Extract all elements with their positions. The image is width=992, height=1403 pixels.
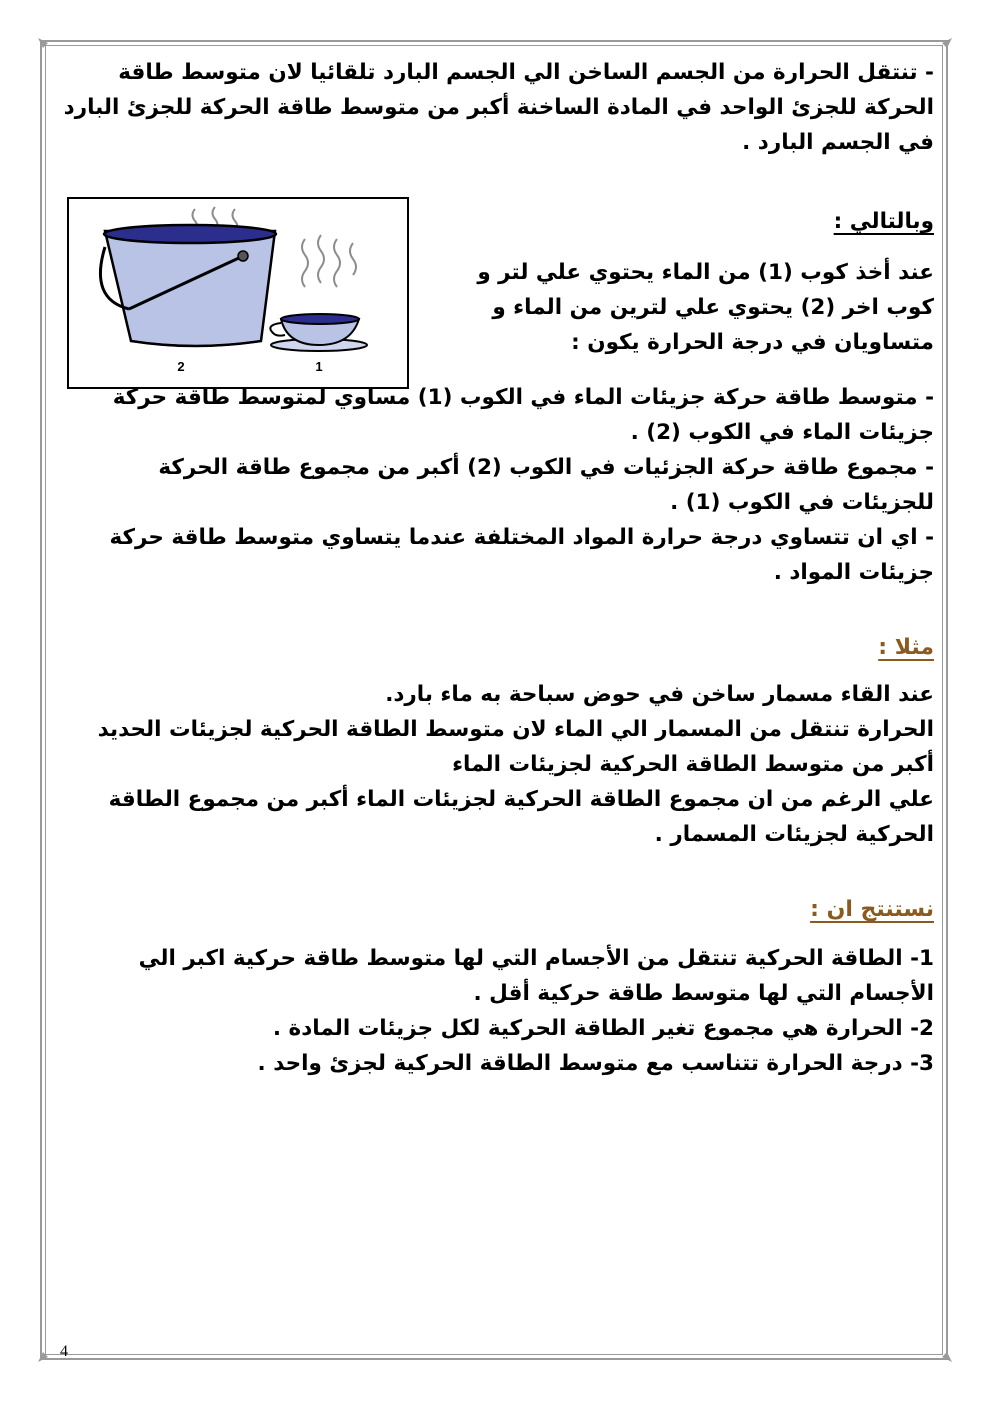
conclusion-item-3: 3- درجة الحرارة تتناسب مع متوسط الطاقة الحركية لجزئ واحد . bbox=[257, 1051, 934, 1076]
consequently-line-2: كوب اخر (2) يحتوي علي لترين من الماء و bbox=[492, 295, 934, 320]
consequently-section bbox=[60, 204, 934, 360]
conclusion-item-2: 2- الحرارة هي مجموع تغير الطاقة الحركية لكل جزيئات المادة . bbox=[272, 1016, 934, 1041]
consequently-heading: وبالتالي : bbox=[833, 209, 934, 234]
points-section bbox=[60, 380, 934, 590]
page-content bbox=[60, 55, 934, 1081]
point-2: - مجموع طاقة حركة الجزئيات في الكوب (2) أكبر من مجموع طاقة الحركة للجزيئات في الكوب (1) . bbox=[158, 455, 934, 515]
conclusion-section bbox=[60, 892, 934, 1081]
corner-ornament bbox=[38, 1352, 48, 1362]
corner-ornament bbox=[942, 38, 952, 48]
conclusion-item-1: 1- الطاقة الحركية تنتقل من الأجسام التي لها متوسط طاقة حركية اكبر الي الأجسام التي لها متوسط طاقة حركية أقل . bbox=[138, 946, 934, 1006]
example-line-3: علي الرغم من ان مجموع الطاقة الحركية لجزيئات الماء أكبر من مجموع الطاقة الحركية لجزيئات المسمار . bbox=[108, 787, 934, 847]
conclusion-heading: نستنتج ان : bbox=[810, 897, 934, 922]
corner-ornament bbox=[38, 38, 48, 48]
example-heading: مثلا : bbox=[878, 635, 934, 660]
consequently-line-1: عند أخذ كوب (1) من الماء يحتوي علي لتر و bbox=[477, 260, 934, 285]
point-3: - اي ان تتساوي درجة حرارة المواد المختلفة عندما يتساوي متوسط طاقة حركة جزيئات المواد . bbox=[109, 525, 934, 585]
example-section bbox=[60, 630, 934, 852]
intro-paragraph: - تنتقل الحرارة من الجسم الساخن الي الجسم البارد تلقائيا لان متوسط طاقة الحركة للجزئ الواحد في المادة الساخنة أكبر من متوسط طاقة الحركة للجزئ البارد في الجسم البارد . bbox=[63, 60, 934, 155]
page-number: 4 bbox=[60, 1343, 68, 1360]
bucket-label: 2 bbox=[177, 359, 185, 374]
point-1: - متوسط طاقة حركة جزيئات الماء في الكوب (1) مساوي لمتوسط طاقة حركة جزيئات الماء في الكوب (2) . bbox=[112, 385, 934, 445]
example-line-2: الحرارة تنتقل من المسمار الي الماء لان متوسط الطاقة الحركية لجزيئات الحديد أكبر من متوسط الطاقة الحركية لجزيئات الماء bbox=[97, 717, 934, 777]
consequently-line-3: متساويان في درجة الحرارة يكون : bbox=[571, 330, 934, 355]
corner-ornament bbox=[942, 1352, 952, 1362]
cup-label: 1 bbox=[315, 359, 323, 374]
example-line-1: عند القاء مسمار ساخن في حوض سباحة به ماء بارد. bbox=[385, 682, 934, 707]
